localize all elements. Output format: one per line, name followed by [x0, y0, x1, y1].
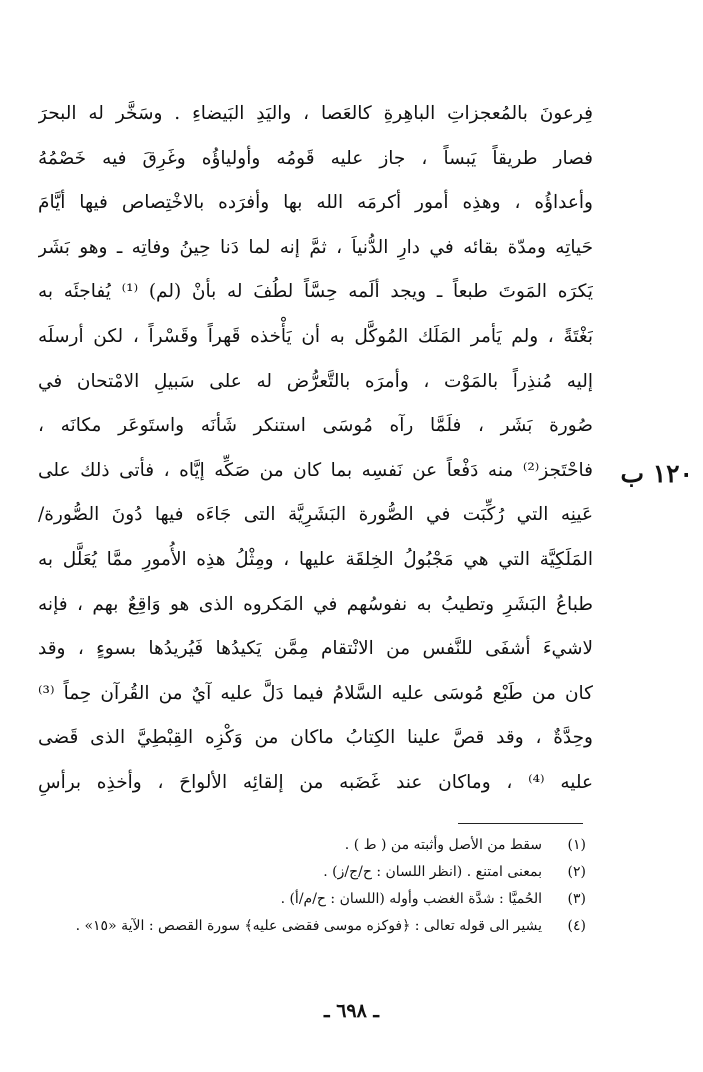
text-line: طباعُ البَشَرِ وتطيبُ به نفوسُهم في المَكروه الذى هو وَاقِعٌ بهم ، فإنه — [38, 593, 593, 615]
footnote-number: (٤) — [567, 918, 586, 934]
footnote — [96, 832, 586, 859]
text-line: إليه مُنذِراً بالمَوْت ، وأمرَه بالتَّعرُّض له على سَبيلِ الامْتحان في — [38, 370, 593, 392]
page-number: ـ ٦٩٨ ـ — [324, 1000, 379, 1022]
text-line: لاشيءَ أشفَى للنَّفس من الانْتقام مِمَّن يَكيدُها فَيُريدُها بسوءٍ ، وقد — [38, 638, 593, 660]
text-line: المَلَكِيَّة التي هي مَجْبُولُ الخِلقَة عليها ، ومِثْلُ هذِه الأُمورِ ممَّا يُعَلَّل به — [38, 548, 593, 570]
footnote — [75, 913, 586, 940]
footnote-text: الحُميَّا : شدَّة الغضب وأوله (اللسان : ح/م/أ) . — [280, 891, 542, 907]
footnote-text: بمعنى امتنع . (انظر اللسان : ح/ج/ز) . — [323, 864, 542, 880]
main-text-block — [38, 92, 593, 806]
text-line: وحِدَّةٌ ، وقد قصَّ علينا الكِتابُ ماكان من وَكْزِه القِبْطِيَّ الذى قَضى — [38, 727, 593, 749]
footnotes — [75, 832, 586, 940]
footnote — [96, 886, 586, 913]
text-line: عَينِه التي رُكِّبَت في الصُّورة البَشَرِيَّة التى جَاءَه فيها دُونَ الصُّورة/ — [38, 504, 593, 526]
footnote-number: (١) — [567, 837, 586, 853]
footnote-text: يشير الى قوله تعالى : ﴿فوكزه موسى فقضى عليه﴾ سورة القصص : الآية «١٥» . — [75, 918, 542, 934]
text-line: كان من طَبْع مُوسَى عليه السَّلامُ فيما دَلَّ عليه آيٌ من القُرآن حِماً ⁽³⁾ — [38, 682, 593, 704]
text-line: فاحْتَجز⁽²⁾ منه دَفْعاً عن نَفسِه بما كان من صَكِّه إيَّاه ، فأتى ذلك على — [38, 459, 593, 481]
footnote-divider — [458, 823, 583, 824]
manuscript-folio-note: ١٢٠ ب — [620, 459, 693, 488]
footnote-text: سقط من الأصل وأثبته من ( ط ) . — [344, 837, 542, 853]
text-line: عليه ⁽⁴⁾ ، وماكان عند غَضَبه من إلقائِه الألواحَ ، وأخذِه برأسِ — [38, 771, 593, 793]
text-line: صُورة بَشَر ، فلَمَّا رآه مُوسَى استنكر شَأنَه واستَوعَر مكانَه ، — [38, 415, 593, 437]
footnote-number: (٢) — [567, 864, 586, 880]
footnote — [96, 859, 586, 886]
footnote-number: (٣) — [567, 891, 586, 907]
text-line: حَياتِه ومدّة بقائه في دارِ الدُّنياَ ، ثمَّ إنه لما دَنا حِينُ وفاتِه ـ وهو بَشَر — [38, 236, 593, 258]
text-line: وأعداؤُه ، وهذِه أمور أكرمَه الله بها وأفرَده بالاخْتِصاص فيها أيَّامَ — [38, 192, 593, 214]
text-line: يَكرَه المَوتَ طبعاً ـ ويجد ألَمه حِسَّاً لطُفَ له بأنْ (لم) ⁽¹⁾ يُفاجئَه به — [38, 281, 593, 303]
text-line: فصار طريقاً يَبساً ، جاز عليه قَومُه وأولياؤُه وغَرِقَ فيه خَصْمُهُ — [38, 147, 593, 169]
text-line: فِرعونَ بالمُعجزاتِ الباهِرةِ كالعَصا ، واليَدِ البَيضاءِ . وسَخَّر له البحرَ — [38, 103, 593, 124]
text-line: بَغْتَةً ، ولم يَأمر المَلَك المُوكَّل به أن يَأْخذه قَهراً وقَسْراً ، لكن أرسلَه — [38, 325, 593, 347]
